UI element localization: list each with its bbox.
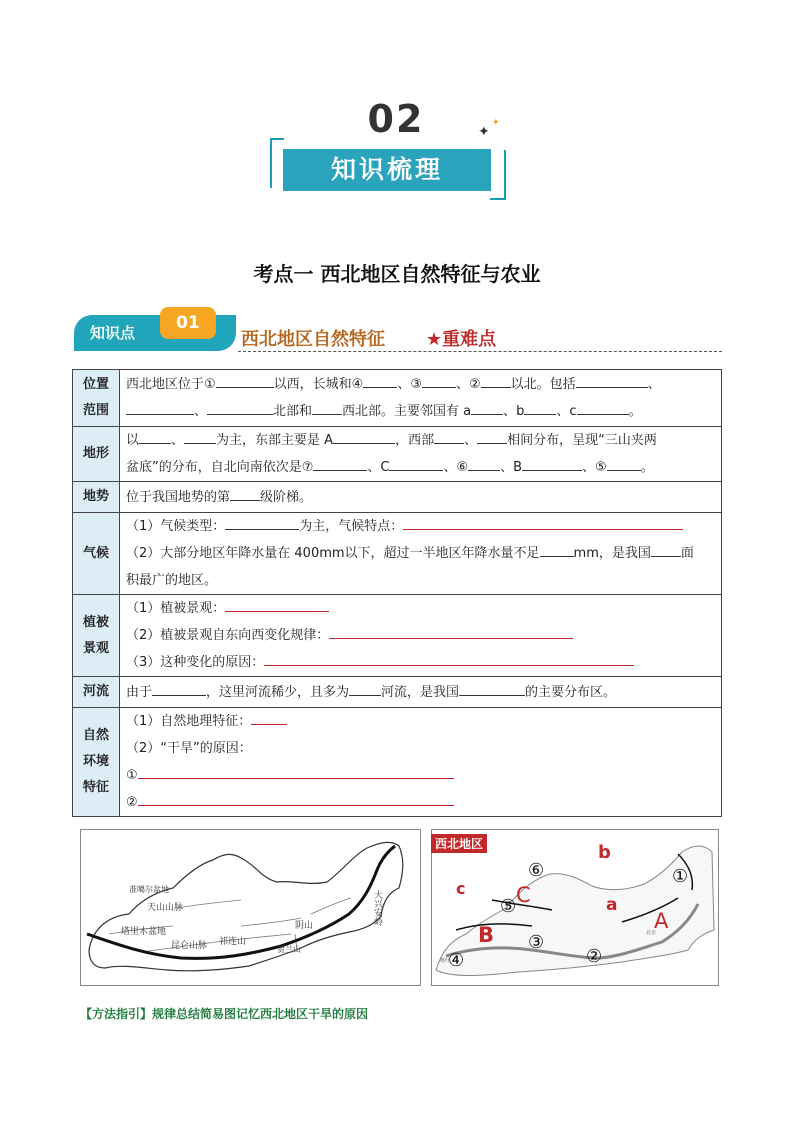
text: ① <box>126 768 138 783</box>
map2-num-6: ⑥ <box>528 860 545 881</box>
knowledge-point-label: 知识点 <box>90 324 136 342</box>
text: 为主，东部主要是 A <box>216 433 334 448</box>
text: 、⑤ <box>582 460 607 475</box>
head-text: 植被 <box>82 614 109 630</box>
text: 为主，气候特点： <box>299 519 404 534</box>
text: 位于我国地势的第 <box>126 489 231 505</box>
map2-letter-b-lower: b <box>598 842 611 863</box>
blank[interactable] <box>152 681 206 696</box>
head-text: 特征 <box>82 780 109 795</box>
map1-label-daxinganling: 大兴安岭 <box>372 890 382 926</box>
text: 的主要分布区。 <box>525 684 617 700</box>
row-content-climate <box>120 513 722 595</box>
sparkle-small-icon: ✦ <box>492 118 500 128</box>
blank[interactable] <box>459 681 525 696</box>
sparkle-icon: ✦ <box>478 124 490 140</box>
map2-num-5: ⑤ <box>500 896 517 917</box>
blank[interactable] <box>184 429 216 444</box>
map1-label-junggar: 准噶尔盆地 <box>129 885 169 894</box>
text: 、 <box>464 433 478 448</box>
text: 、 <box>194 404 208 419</box>
text: 西北部。主要邻国有 a <box>342 404 472 419</box>
table-row-location <box>73 370 722 427</box>
text: 。 <box>640 460 654 475</box>
answer-line[interactable] <box>403 515 683 530</box>
blank[interactable] <box>225 515 299 530</box>
key-difficulty-tag: ★重难点 <box>426 329 497 350</box>
text: 、c <box>556 404 577 419</box>
row-head-location <box>73 370 120 427</box>
row-content-river <box>120 677 722 708</box>
map2-letter-a-lower: a <box>606 895 618 915</box>
map2-small-kashgar: 喀什 <box>440 958 451 964</box>
row-head-river: 河流 <box>73 677 120 708</box>
row-content-terrain <box>120 427 722 482</box>
map1-label-kunlun: 昆仑山脉 <box>171 941 208 951</box>
blank[interactable] <box>422 373 456 388</box>
answer-line[interactable] <box>138 791 454 806</box>
text: （1）植被景观： <box>126 601 226 616</box>
answer-line[interactable] <box>329 624 573 639</box>
text: mm，是我国 <box>573 546 651 561</box>
map2-letter-c-lower: c <box>456 879 466 898</box>
text: 、② <box>455 377 481 392</box>
head-text: 范围 <box>82 403 109 418</box>
answer-line[interactable] <box>264 651 634 666</box>
table-row-river <box>73 677 722 708</box>
text: 西北地区位于① <box>126 377 216 392</box>
blank[interactable] <box>522 456 582 471</box>
blank[interactable] <box>468 456 500 471</box>
row-content-relief <box>120 482 722 513</box>
blank[interactable] <box>607 456 641 471</box>
knowledge-table <box>72 369 722 817</box>
map2-letter-B: B <box>478 923 495 947</box>
blank[interactable] <box>576 373 648 388</box>
text: 级阶梯。 <box>260 489 313 505</box>
blank[interactable] <box>471 400 503 415</box>
blank[interactable] <box>363 373 397 388</box>
blank[interactable] <box>216 373 274 388</box>
answer-line[interactable] <box>251 710 287 725</box>
dashed-divider <box>238 351 722 352</box>
blank[interactable] <box>577 400 629 415</box>
text: ，西部 <box>395 433 435 448</box>
map2-num-4: ④ <box>448 950 465 971</box>
row-content-environment <box>120 708 722 817</box>
head-text: 自然 <box>82 728 109 743</box>
section-number: 02 <box>367 97 425 141</box>
text: （2）植被景观自东向西变化规律： <box>126 628 330 643</box>
map1-label-yinshan: 阴山 <box>295 921 314 931</box>
blank[interactable] <box>481 373 511 388</box>
blank[interactable] <box>333 429 395 444</box>
text: 、b <box>503 404 525 419</box>
text: 、③ <box>397 377 422 392</box>
section-title: 知识梳理 <box>280 146 494 194</box>
text: 由于 <box>126 684 153 700</box>
blank[interactable] <box>313 456 367 471</box>
blank[interactable] <box>349 681 381 696</box>
text: 、 <box>647 377 661 392</box>
text: （2）大部分地区年降水量在 400mm以下，超过一半地区年降水量不足 <box>126 546 540 561</box>
map1-label-qilian: 祁连山 <box>219 937 247 947</box>
row-head-terrain: 地形 <box>73 427 120 482</box>
text: （2）“干旱”的原因： <box>126 741 252 756</box>
map2-num-3: ③ <box>528 932 545 953</box>
text: 、 <box>171 433 185 448</box>
blank[interactable] <box>477 429 507 444</box>
map1-label-helan: 贺兰山 <box>277 945 301 954</box>
row-head-relief: 地势 <box>73 482 120 513</box>
text: 、B <box>500 460 523 475</box>
text: （1）气候类型： <box>126 519 226 534</box>
text: 以西，长城和④ <box>273 377 364 392</box>
text: 以 <box>126 433 140 448</box>
map2-small-beijing: 北京 <box>646 930 657 936</box>
map-tag: 西北地区 <box>431 834 487 853</box>
map2-num-2: ② <box>586 946 603 967</box>
row-head-environment <box>73 708 120 817</box>
head-text: 景观 <box>82 640 109 656</box>
map1-label-tarim: 塔里木盆地 <box>121 927 167 937</box>
table-row-climate <box>73 513 722 595</box>
map1-label-tianshan: 天山山脉 <box>147 903 184 913</box>
blank[interactable] <box>230 486 260 501</box>
text: 以北。包括 <box>510 377 576 392</box>
blank[interactable] <box>126 400 194 415</box>
text: 盆底”的分布，自北向南依次是⑦ <box>126 460 314 475</box>
text: 。 <box>628 404 642 419</box>
answer-line[interactable] <box>225 597 329 612</box>
table-row-environment <box>73 708 722 817</box>
text: 河流，是我国 <box>381 684 460 700</box>
blank[interactable] <box>312 400 342 415</box>
blank[interactable] <box>139 429 171 444</box>
answer-line[interactable] <box>138 764 454 779</box>
text: （3）这种变化的原因： <box>126 655 265 670</box>
terrain-map-svg <box>81 830 420 985</box>
map2-num-1: ① <box>672 866 689 887</box>
map2-letter-C: C <box>516 883 531 907</box>
table-row-terrain <box>73 427 722 482</box>
text: 、C <box>367 460 390 475</box>
blank[interactable] <box>434 429 464 444</box>
row-head-climate: 气候 <box>73 513 120 595</box>
terrain-map <box>80 829 421 986</box>
row-head-vegetation <box>73 595 120 677</box>
text: 相间分布，呈现“三山夹两 <box>507 433 657 448</box>
blank[interactable] <box>524 400 556 415</box>
head-text: 环境 <box>82 754 109 769</box>
text: 、⑥ <box>443 460 469 475</box>
text: 面 <box>680 546 694 561</box>
blank[interactable] <box>540 542 574 557</box>
table-row-relief <box>73 482 722 513</box>
blank[interactable] <box>651 542 681 557</box>
table-row-vegetation <box>73 595 722 677</box>
blank[interactable] <box>207 400 273 415</box>
knowledge-point-number: 01 <box>160 307 216 339</box>
text: 积最广的地区。 <box>126 573 218 588</box>
row-content-location <box>120 370 722 427</box>
northwest-map-svg <box>432 830 718 985</box>
knowledge-point-title: 西北地区自然特征 <box>241 329 385 350</box>
head-text: 位置 <box>82 377 109 392</box>
method-guide: 【方法指引】规律总结简易图记忆西北地区干旱的原因 <box>80 1007 369 1021</box>
blank[interactable] <box>389 456 443 471</box>
text: 北部和 <box>273 404 313 419</box>
row-content-vegetation <box>120 595 722 677</box>
text: （1）自然地理特征： <box>126 714 252 729</box>
map2-letter-A: A <box>654 909 669 933</box>
text: ，这里河流稀少，且多为 <box>206 684 350 700</box>
text: ② <box>126 795 138 810</box>
topic-title: 考点一 西北地区自然特征与农业 <box>253 262 541 286</box>
